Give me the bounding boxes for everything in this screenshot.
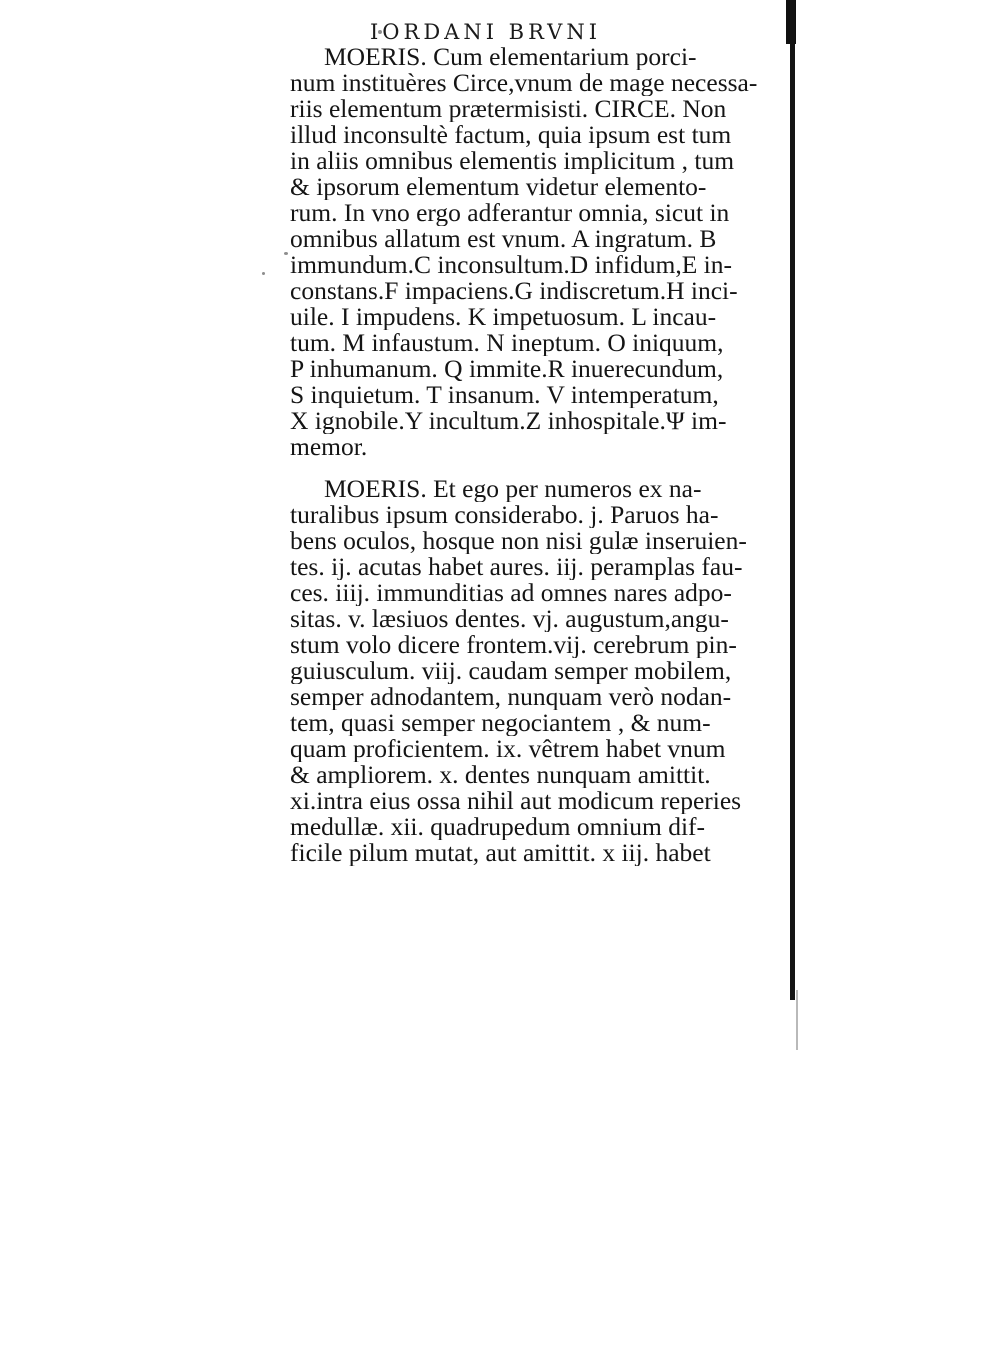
text-line: illud inconsultè factum, quia ipsum est tum (290, 122, 732, 148)
text-line: uile. I impudens. K impetuosum. L incau- (290, 304, 717, 330)
paragraph-break (282, 460, 792, 476)
text-line: num instituères Circe,vnum de mage necessa- (290, 70, 758, 96)
page-edge-faint (796, 990, 798, 1050)
text-line: MOERIS. Et ego per numeros ex na- (324, 476, 702, 502)
text-line: tem, quasi semper negociantem , & num- (290, 710, 711, 736)
ink-speck (262, 272, 265, 275)
main-text (282, 44, 792, 866)
text-line: turalibus ipsum considerabo. j. Paruos ha- (290, 502, 719, 528)
running-header: IORDANI BRVNI (370, 20, 602, 44)
text-line: P inhumanum. Q immite.R inuerecundum, (290, 356, 724, 382)
text-line: xi.intra eius ossa nihil aut modicum reperies (290, 788, 742, 814)
text-line: S inquietum. T insanum. V intemperatum, (290, 382, 719, 408)
text-line: quam proficientem. ix. vêtrem habet vnum (290, 736, 726, 762)
text-line: sitas. v. læsiuos dentes. vj. augustum,angu- (290, 606, 729, 632)
text-line: riis elementum prætermisisti. CIRCE. Non (290, 96, 727, 122)
text-line: guiusculum. viij. caudam semper mobilem, (290, 658, 732, 684)
text-line: omnibus allatum est vnum. A ingratum. B (290, 226, 717, 252)
text-line: tum. M infaustum. N ineptum. O iniquum, (290, 330, 724, 356)
text-line: tes. ij. acutas habet aures. iij. peramplas fau- (290, 554, 743, 580)
text-line: in aliis omnibus elementis implicitum , tum (290, 148, 735, 174)
text-line: semper adnodantem, nunquam verò nodan- (290, 684, 732, 710)
text-line: rum. In vno ergo adferantur omnia, sicut in (290, 200, 730, 226)
text-line: memor. (290, 434, 368, 460)
text-line: ces. iiij. immunditias ad omnes nares adpo- (290, 580, 732, 606)
text-line: & ipsorum elementum videtur elemento- (290, 174, 707, 200)
text-line: X ignobile.Y incultum.Z inhospitale.Ψ im- (290, 408, 727, 434)
text-line: stum volo dicere frontem.vij. cerebrum pin- (290, 632, 737, 658)
text-line: & ampliorem. x. dentes nunquam amittit. (290, 762, 711, 788)
text-line: immundum.C inconsultum.D infidum,E in- (290, 252, 732, 278)
text-line: bens oculos, hosque non nisi gulæ inseruien- (290, 528, 747, 554)
text-line: medullæ. xii. quadrupedum omnium dif- (290, 814, 706, 840)
text-line: ficile pilum mutat, aut amittit. x iij. habet (290, 840, 711, 866)
text-line: constans.F impaciens.G indiscretum.H inci- (290, 278, 738, 304)
text-line: MOERIS. Cum elementarium porci- (324, 44, 697, 70)
